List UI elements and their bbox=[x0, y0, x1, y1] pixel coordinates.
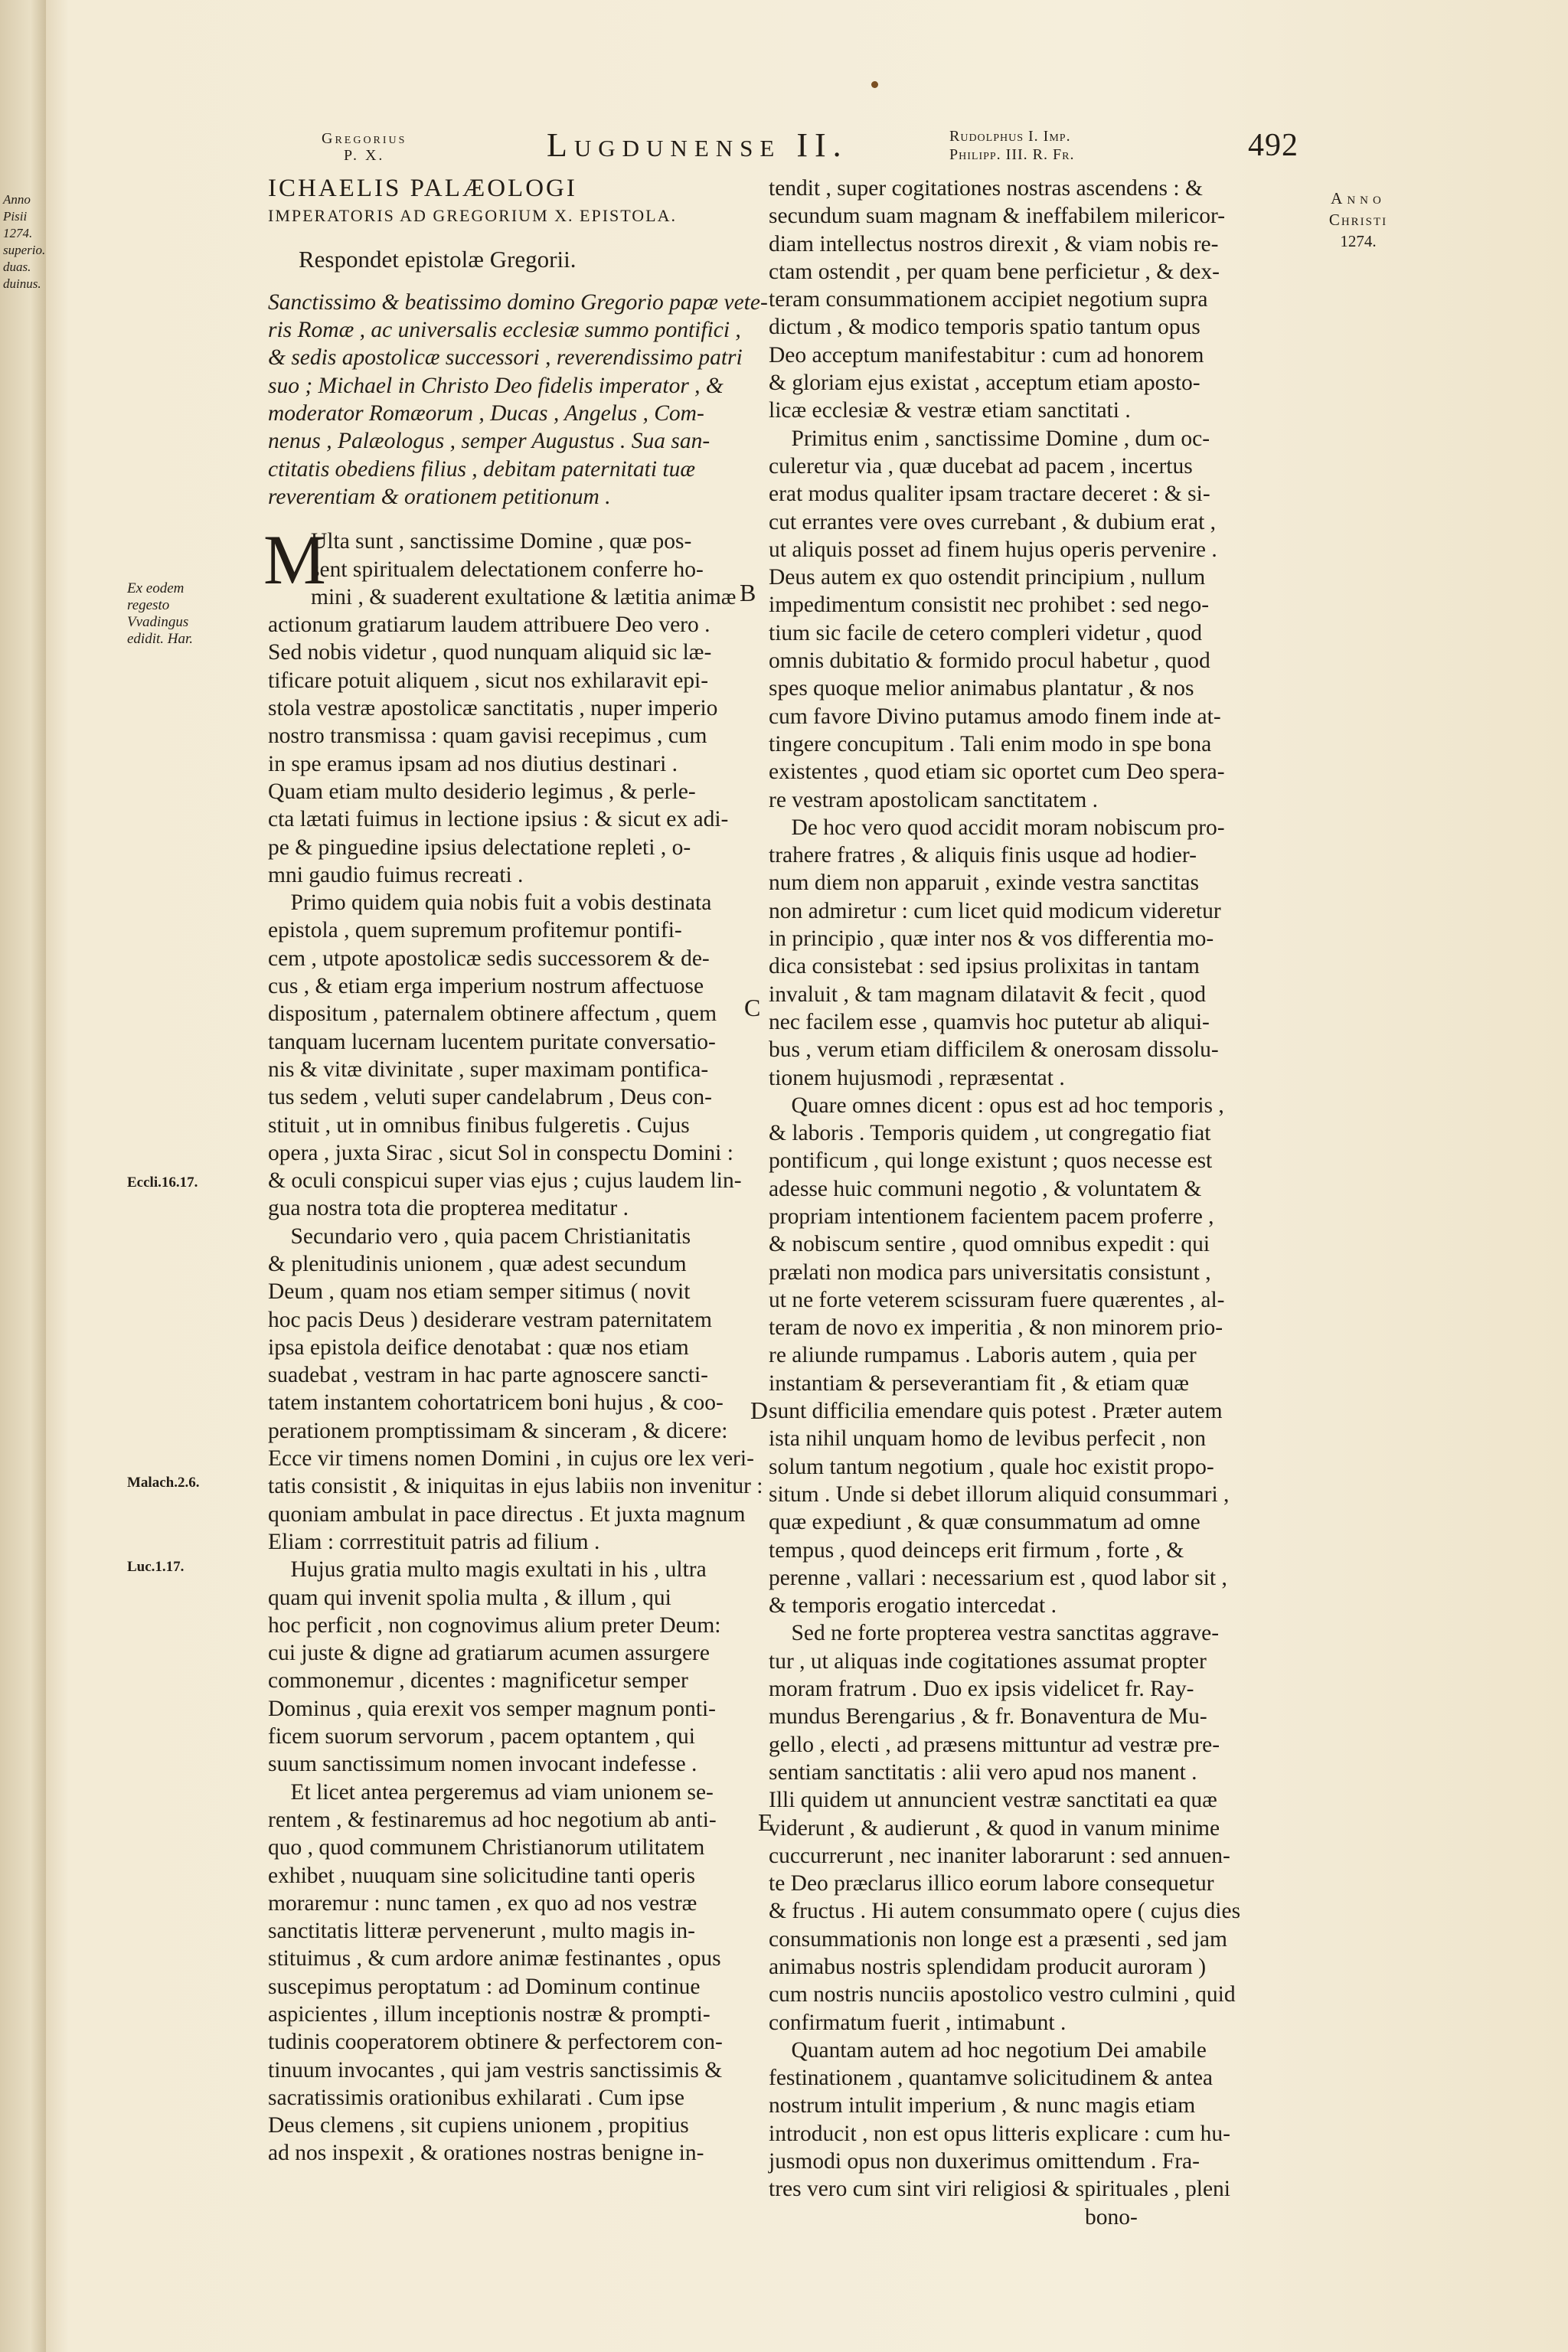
text-line: hoc pacis Deus ) desiderare vestram paternitatem bbox=[268, 1307, 712, 1332]
text-line: moderator Romæorum , Ducas , Angelus , Com- bbox=[268, 401, 704, 426]
text-line: Quam etiam multo desiderio legimus , & perle- bbox=[268, 779, 696, 804]
margin-note-malach: Malach.2.6. bbox=[127, 1475, 200, 1491]
text-line: erat modus qualiter ipsam tractare deceret : & si- bbox=[769, 482, 1210, 507]
text-line: Deo acceptum manifestabitur : cum ad honorem bbox=[769, 342, 1204, 368]
text-line: ris Romæ , ac universalis ecclesiæ summo pontifici , bbox=[268, 318, 741, 343]
text-line: mundus Berengarius , & fr. Bonaventura de Mu- bbox=[769, 1704, 1207, 1730]
margin-note-line: Vvadingus bbox=[127, 614, 189, 630]
text-line: Sanctissimo & beatissimo domino Gregorio papæ vete- bbox=[268, 289, 768, 315]
text-line: Ulta sunt , sanctissime Domine , quæ pos- bbox=[311, 529, 692, 554]
text-line: animabus nostris splendidam producit auroram ) bbox=[769, 1955, 1207, 1979]
text-line: secundum suam magnam & ineffabilem milericor- bbox=[769, 204, 1226, 229]
running-head-emperor: Rudolphus I. Imp. bbox=[949, 128, 1071, 145]
text-line: re aliunde rumpamus . Laboris autem , quia per bbox=[769, 1343, 1197, 1368]
text-line: nec facilem esse , quamvis hoc putetur ab aliqui- bbox=[769, 1009, 1210, 1034]
text-line: sent spiritualem delectationem conferre ho- bbox=[311, 557, 704, 582]
text-line: dictum , & modico temporis spatio tantum opus bbox=[769, 315, 1200, 340]
text-line: nostro transmissa : quam gavisi recepimus , cum bbox=[268, 724, 707, 749]
text-line: ut ne forte veterem scissuram fuere quærentes , al- bbox=[769, 1287, 1225, 1312]
left-column bbox=[263, 175, 768, 2167]
running-head-right bbox=[949, 127, 1074, 164]
epistle-subtitle: IMPERATORIS AD GREGORIUM X. EPISTOLA. bbox=[268, 206, 678, 226]
text-line: quæ expediunt , & quæ consummatum ad omne bbox=[769, 1510, 1200, 1535]
opening-paragraph bbox=[263, 521, 749, 611]
text-line: re vestram apostolicam sanctitatem . bbox=[769, 787, 1099, 812]
text-line: tinuum invocantes , qui jam vestris sanctissimis & bbox=[268, 2057, 723, 2082]
year-margin-christi: Christi bbox=[1328, 211, 1388, 229]
page-number: 492 bbox=[1248, 128, 1298, 163]
column-letter-c: C bbox=[744, 994, 761, 1021]
prev-margin-line: Anno bbox=[3, 192, 31, 207]
text-line: cus , & etiam erga imperium nostrum affectuose bbox=[268, 974, 704, 999]
text-line: licæ ecclesiæ & vestræ etiam sanctitati . bbox=[769, 398, 1131, 423]
text-line: instantiam & perseverantiam fit , & etiam quæ bbox=[769, 1370, 1189, 1396]
text-line: tur , ut aliquas inde cogitationes assumat propter bbox=[769, 1648, 1207, 1674]
text-line: sacratissimis orationibus exhilarati . Cum ipse bbox=[268, 2085, 685, 2110]
column-letter-e: E bbox=[758, 1808, 773, 1836]
text-line: & gloriam ejus existat , acceptum etiam aposto- bbox=[769, 371, 1200, 396]
text-line: spes quoque melior animabus plantatur , & nos bbox=[769, 676, 1194, 701]
text-line: Sed ne forte propterea vestra sanctitas aggrave- bbox=[769, 1621, 1220, 1646]
text-line: & temporis erogatio intercedat . bbox=[769, 1593, 1057, 1619]
text-line: trahere fratres , & aliquis finis usque ad hodier- bbox=[769, 843, 1197, 868]
text-line: Primo quidem quia nobis fuit a vobis destinata bbox=[268, 890, 712, 916]
text-line: ad nos inspexit , & orationes nostras benigne in- bbox=[268, 2141, 704, 2166]
text-line: & oculi conspicui super vias ejus ; cujus laudem lin- bbox=[268, 1168, 742, 1194]
text-line: existentes , quod etiam sic oportet cum Deo spera- bbox=[769, 760, 1225, 785]
text-line: ctitatis obediens filius , debitam paternitati tuæ bbox=[268, 456, 696, 482]
text-line: aspicientes , illum inceptionis nostræ & prompti- bbox=[268, 2002, 710, 2027]
text-line: stituimus , & cum ardore animæ festinantes , opus bbox=[268, 1946, 721, 1971]
text-line: De hoc vero quod accidit moram nobiscum pro- bbox=[769, 815, 1225, 840]
prev-margin-line: superio. bbox=[3, 243, 46, 257]
text-line: exhibet , nuuquam sine solicitudine tanti operis bbox=[268, 1863, 695, 1888]
text-line: ista nihil unquam homo de levibus perfecit , non bbox=[769, 1426, 1207, 1452]
text-line: suum sanctissimum nomen invocant indefesse . bbox=[268, 1752, 697, 1777]
prev-margin-line: duinus. bbox=[3, 276, 41, 291]
prev-margin-line: duas. bbox=[3, 260, 31, 274]
text-line: tium sic facile de cetero compleri videtur , quod bbox=[769, 620, 1203, 645]
text-line: Hujus gratia multo magis exultati in his , ultra bbox=[268, 1557, 707, 1583]
text-line: tudinis cooperatorem obtinere & perfectorem con- bbox=[268, 2030, 723, 2055]
text-line: gello , electi , ad præsens mittuntur ad vestræ pre- bbox=[769, 1732, 1220, 1757]
text-line: perenne , vallari : necessarium est , quod labor sit , bbox=[769, 1565, 1227, 1590]
text-line: suadebat , vestram in hac parte agnoscere sancti- bbox=[268, 1363, 708, 1388]
running-head-pope: Gregorius bbox=[322, 130, 407, 147]
text-line: Quantam autem ad hoc negotium Dei amabile bbox=[769, 2037, 1207, 2063]
text-line: stituit , ut in omnibus finibus fulgeretis . Cujus bbox=[268, 1112, 690, 1138]
text-line: quam qui invenit spolia multa , & illum , qui bbox=[268, 1585, 671, 1610]
salutation-block bbox=[268, 289, 768, 511]
text-line: moraremur : nunc tamen , ex quo ad nos vestræ bbox=[268, 1890, 697, 1916]
text-line: jusmodi opus non duxerimus omittendum . Fra- bbox=[769, 2149, 1200, 2174]
text-line: Secundario vero , quia pacem Christianitatis bbox=[268, 1223, 691, 1249]
text-line: cui juste & digne ad gratiarum acumen assurgere bbox=[268, 1641, 710, 1666]
text-line: teram consummationem accipiet negotium supra bbox=[769, 287, 1208, 312]
ink-dot bbox=[871, 81, 878, 88]
running-head-left bbox=[322, 130, 407, 164]
epistle-title: ICHAELIS PALÆOLOGI bbox=[268, 175, 577, 202]
text-line: impedimentum consistit nec prohibet : sed nego- bbox=[769, 593, 1210, 618]
text-line: & plenitudinis unionem , quæ adest secundum bbox=[268, 1251, 687, 1276]
text-line: cta lætati fuimus in lectione ipsius : & sicut ex adi- bbox=[268, 807, 729, 832]
text-line: tatis consistit , & iniquitas in ejus labiis non invenitur : bbox=[268, 1474, 763, 1499]
text-line: tanquam lucernam lucentem puritate conversatio- bbox=[268, 1029, 716, 1054]
margin-note-line: Ex eodem bbox=[127, 580, 185, 596]
text-line: rentem , & festinaremus ad hoc negotium ab anti- bbox=[268, 1807, 717, 1832]
text-line: & nobiscum sentire , quod omnibus expedit : qui bbox=[769, 1232, 1210, 1257]
text-line: sentiam sanctitatis : alii vero apud nos manent . bbox=[769, 1759, 1197, 1785]
text-line: gua nostra tota die propterea meditatur . bbox=[268, 1196, 629, 1221]
text-line: cuccurrerunt , nec inaniter laborarunt : sed annuen- bbox=[769, 1843, 1230, 1868]
previous-page-margin-notes bbox=[3, 191, 46, 292]
text-line: Ecce vir timens nomen Domini , in cujus ore lex veri- bbox=[268, 1446, 754, 1472]
text-line: moram fratrum . Duo ex ipsis videlicet fr. Ray- bbox=[769, 1677, 1194, 1702]
text-line: invaluit , & tam magnam dilatavit & fecit , quod bbox=[769, 982, 1207, 1007]
text-line: dica consistebat : sed ipsius prolixitas in tantam bbox=[769, 954, 1200, 979]
text-line: in spe eramus ipsam ad nos diutius destinari . bbox=[268, 751, 678, 776]
text-line: hoc perficit , non cognovimus alium preter Deum: bbox=[268, 1612, 721, 1638]
epistle-summary: Respondet epistolæ Gregorii. bbox=[299, 245, 577, 273]
margin-note-source bbox=[127, 580, 219, 648]
text-line: ut aliquis posset ad finem hujus operis pervenire . bbox=[769, 537, 1217, 562]
text-line: cum favore Divino putamus amodo finem inde at- bbox=[769, 704, 1221, 729]
text-line: mni gaudio fuimus recreati . bbox=[268, 862, 524, 887]
text-line: non admiretur : cum licet quid modicum videretur bbox=[769, 898, 1221, 923]
text-line: Primitus enim , sanctissime Domine , dum oc- bbox=[769, 426, 1210, 451]
text-line: consummationis non longe est a præsenti , sed jam bbox=[769, 1926, 1227, 1952]
text-line: tificare potuit aliquem , sicut nos exhilaravit epi- bbox=[268, 668, 709, 693]
text-line: nis & vitæ divinitate , super maximam pontifica- bbox=[268, 1057, 709, 1082]
text-line: viderunt , & audierunt , & quod in vanum minime bbox=[769, 1815, 1220, 1841]
margin-note-line: regesto bbox=[127, 597, 170, 613]
text-line: commonemur , dicentes : magnificetur semper bbox=[268, 1668, 688, 1694]
text-line: & laboris . Temporis quidem , ut congregatio fiat bbox=[769, 1121, 1211, 1146]
text-line: ficem suorum servorum , pacem optantem , qui bbox=[268, 1724, 695, 1749]
text-line: in principio , quæ inter nos & vos differentia mo- bbox=[769, 926, 1214, 952]
text-line: diam intellectus nostros direxit , & viam nobis re- bbox=[769, 231, 1219, 256]
text-line: cem , utpote apostolicæ sedis successorem & de- bbox=[268, 946, 710, 971]
previous-page-edge bbox=[0, 0, 46, 2352]
text-line: ctam ostendit , per quam bene perficietur , & dex- bbox=[769, 259, 1220, 284]
text-line: mini , & suaderent exultatione & lætitia animæ bbox=[311, 584, 737, 609]
text-line: tingere concupitum . Tali enim modo in spe bona bbox=[769, 731, 1212, 756]
text-line: Sed nobis videtur , quod nunquam aliquid sic læ- bbox=[268, 640, 712, 665]
text-line: pe & pinguedine ipsius delectatione repleti , o- bbox=[268, 835, 691, 860]
year-margin-year: 1274. bbox=[1340, 232, 1377, 250]
text-line: ipsa epistola deifice denotabat : quæ nos etiam bbox=[268, 1334, 689, 1360]
running-head-title: Lugdunense II. bbox=[547, 126, 848, 164]
text-line: Et licet antea pergeremus ad viam unionem se- bbox=[268, 1779, 714, 1805]
text-line: tionem hujusmodi , repræsentat . bbox=[769, 1065, 1065, 1090]
text-line: cum nostris nunciis apostolico vestro culmini , quid bbox=[769, 1982, 1236, 2007]
text-line: & sedis apostolicæ successori , reverendissimo patri bbox=[268, 345, 743, 371]
text-line: situm . Unde si debet illorum aliquid consummari , bbox=[769, 1481, 1230, 1507]
text-line: bus , verum etiam difficilem & onerosam dissolu- bbox=[769, 1037, 1219, 1063]
margin-note-line: edidit. Har. bbox=[127, 631, 194, 647]
text-line: Deus clemens , sit cupiens unionem , propitius bbox=[268, 2113, 689, 2138]
year-margin-anno: Anno bbox=[1331, 189, 1386, 207]
year-margin-note bbox=[1305, 188, 1412, 252]
text-line: perationem promptissimam & sinceram , & dicere: bbox=[268, 1418, 728, 1443]
text-line: solum tantum negotium , quale hoc existit propo- bbox=[769, 1454, 1214, 1479]
column-letter-b: B bbox=[740, 579, 756, 606]
text-line: confirmatum fuerit , intimabunt . bbox=[769, 2010, 1067, 2035]
text-line: stola vestræ apostolicæ sanctitatis , nuper imperio bbox=[268, 696, 718, 721]
text-line: num diem non apparuit , exinde vestra sanctitas bbox=[769, 871, 1199, 896]
text-line: introducit , non est opus litteris explicare : cum hu- bbox=[769, 2121, 1230, 2146]
text-line: tres vero cum sint viri religiosi & spirituales , pleni bbox=[769, 2177, 1231, 2202]
text-line: tendit , super cogitationes nostras ascendens : & bbox=[769, 176, 1203, 201]
text-line: sanctitatis litteræ pervenerunt , multo magis in- bbox=[268, 1919, 695, 1944]
text-line: opera , juxta Sirac , sicut Sol in conspectu Domini : bbox=[268, 1140, 733, 1165]
prev-margin-line: 1274. bbox=[3, 226, 33, 240]
margin-note-luc: Luc.1.17. bbox=[127, 1559, 185, 1575]
left-column-body bbox=[268, 611, 763, 2167]
text-line: adesse huic communi negotio , & voluntatem & bbox=[769, 1176, 1202, 1201]
text-line: nenus , Palæologus , semper Augustus . Sua san- bbox=[268, 429, 710, 454]
right-column-body bbox=[769, 175, 1294, 2231]
text-line: Deus autem ex quo ostendit principium , nullum bbox=[769, 565, 1206, 590]
text-line: Illi quidem ut annuncient vestræ sanctitati ea quæ bbox=[769, 1788, 1217, 1813]
running-head-pope-number: P. X. bbox=[344, 147, 385, 164]
text-line: bono- bbox=[769, 2204, 1138, 2230]
drop-cap-lines bbox=[268, 528, 749, 611]
text-line: sunt difficilia emendare quis potest . Præter autem bbox=[769, 1399, 1223, 1424]
text-line: omnis dubitatio & formido procul habetur , quod bbox=[769, 648, 1210, 674]
text-line: suscepimus peroptatum : ad Dominum continue bbox=[268, 1974, 701, 1999]
text-line: & fructus . Hi autem consummato opere ( cujus dies bbox=[769, 1899, 1241, 1924]
text-line: quoniam ambulat in pace directus . Et juxta magnum bbox=[268, 1501, 746, 1527]
text-line: prælati non modica pars universitatis consistunt , bbox=[769, 1259, 1211, 1285]
text-line: Deum , quam nos etiam semper sitimus ( novit bbox=[268, 1279, 691, 1305]
text-line: propriam intentionem facientem pacem proferre , bbox=[769, 1204, 1214, 1229]
running-head-king: Philipp. III. R. Fr. bbox=[949, 146, 1075, 163]
text-line: tempus , quod deinceps erit firmum , forte , & bbox=[769, 1537, 1184, 1563]
drop-cap: M bbox=[263, 521, 326, 599]
text-line: quo , quod communem Christianorum utilitatem bbox=[268, 1835, 705, 1860]
right-column bbox=[769, 175, 1294, 2231]
text-line: dispositum , paternalem obtinere affectum , quem bbox=[268, 1001, 717, 1027]
text-line: culeretur via , quæ ducebat ad pacem , incertus bbox=[769, 453, 1193, 479]
text-line: reverentiam & orationem petitionum . bbox=[268, 484, 611, 509]
prev-margin-line: Pisii bbox=[3, 209, 28, 224]
column-letter-d: D bbox=[750, 1396, 769, 1424]
text-line: actionum gratiarum laudem attribuere Deo vero . bbox=[268, 612, 710, 638]
text-line: teram de novo ex imperitia , & non minorem prio- bbox=[769, 1315, 1223, 1341]
text-line: Dominus , quia erexit vos semper magnum ponti- bbox=[268, 1696, 716, 1721]
text-line: festinationem , quantamve solicitudinem & antea bbox=[769, 2066, 1214, 2091]
text-line: cut errantes vere oves currebant , & dubium erat , bbox=[769, 509, 1217, 534]
text-line: suo ; Michael in Christo Deo fidelis imperator , & bbox=[268, 373, 724, 398]
margin-note-eccli: Eccli.16.17. bbox=[127, 1174, 198, 1191]
text-line: epistola , quem supremum profitemur pontifi- bbox=[268, 918, 682, 943]
text-line: tatem instantem cohortatricem boni hujus , & coo- bbox=[268, 1390, 724, 1416]
text-line: te Deo præclarus illico eorum labore consequetur bbox=[769, 1871, 1214, 1896]
text-line: pontificum , qui longe existunt ; quos necesse est bbox=[769, 1148, 1213, 1174]
text-line: tus sedem , veluti super candelabrum , Deus con- bbox=[268, 1085, 713, 1110]
text-line: Eliam : corrrestituit patris ad filium . bbox=[268, 1529, 600, 1554]
text-line: Quare omnes dicent : opus est ad hoc temporis , bbox=[769, 1093, 1224, 1118]
text-line: nostrum intulit imperium , & nunc magis etiam bbox=[769, 2093, 1196, 2118]
